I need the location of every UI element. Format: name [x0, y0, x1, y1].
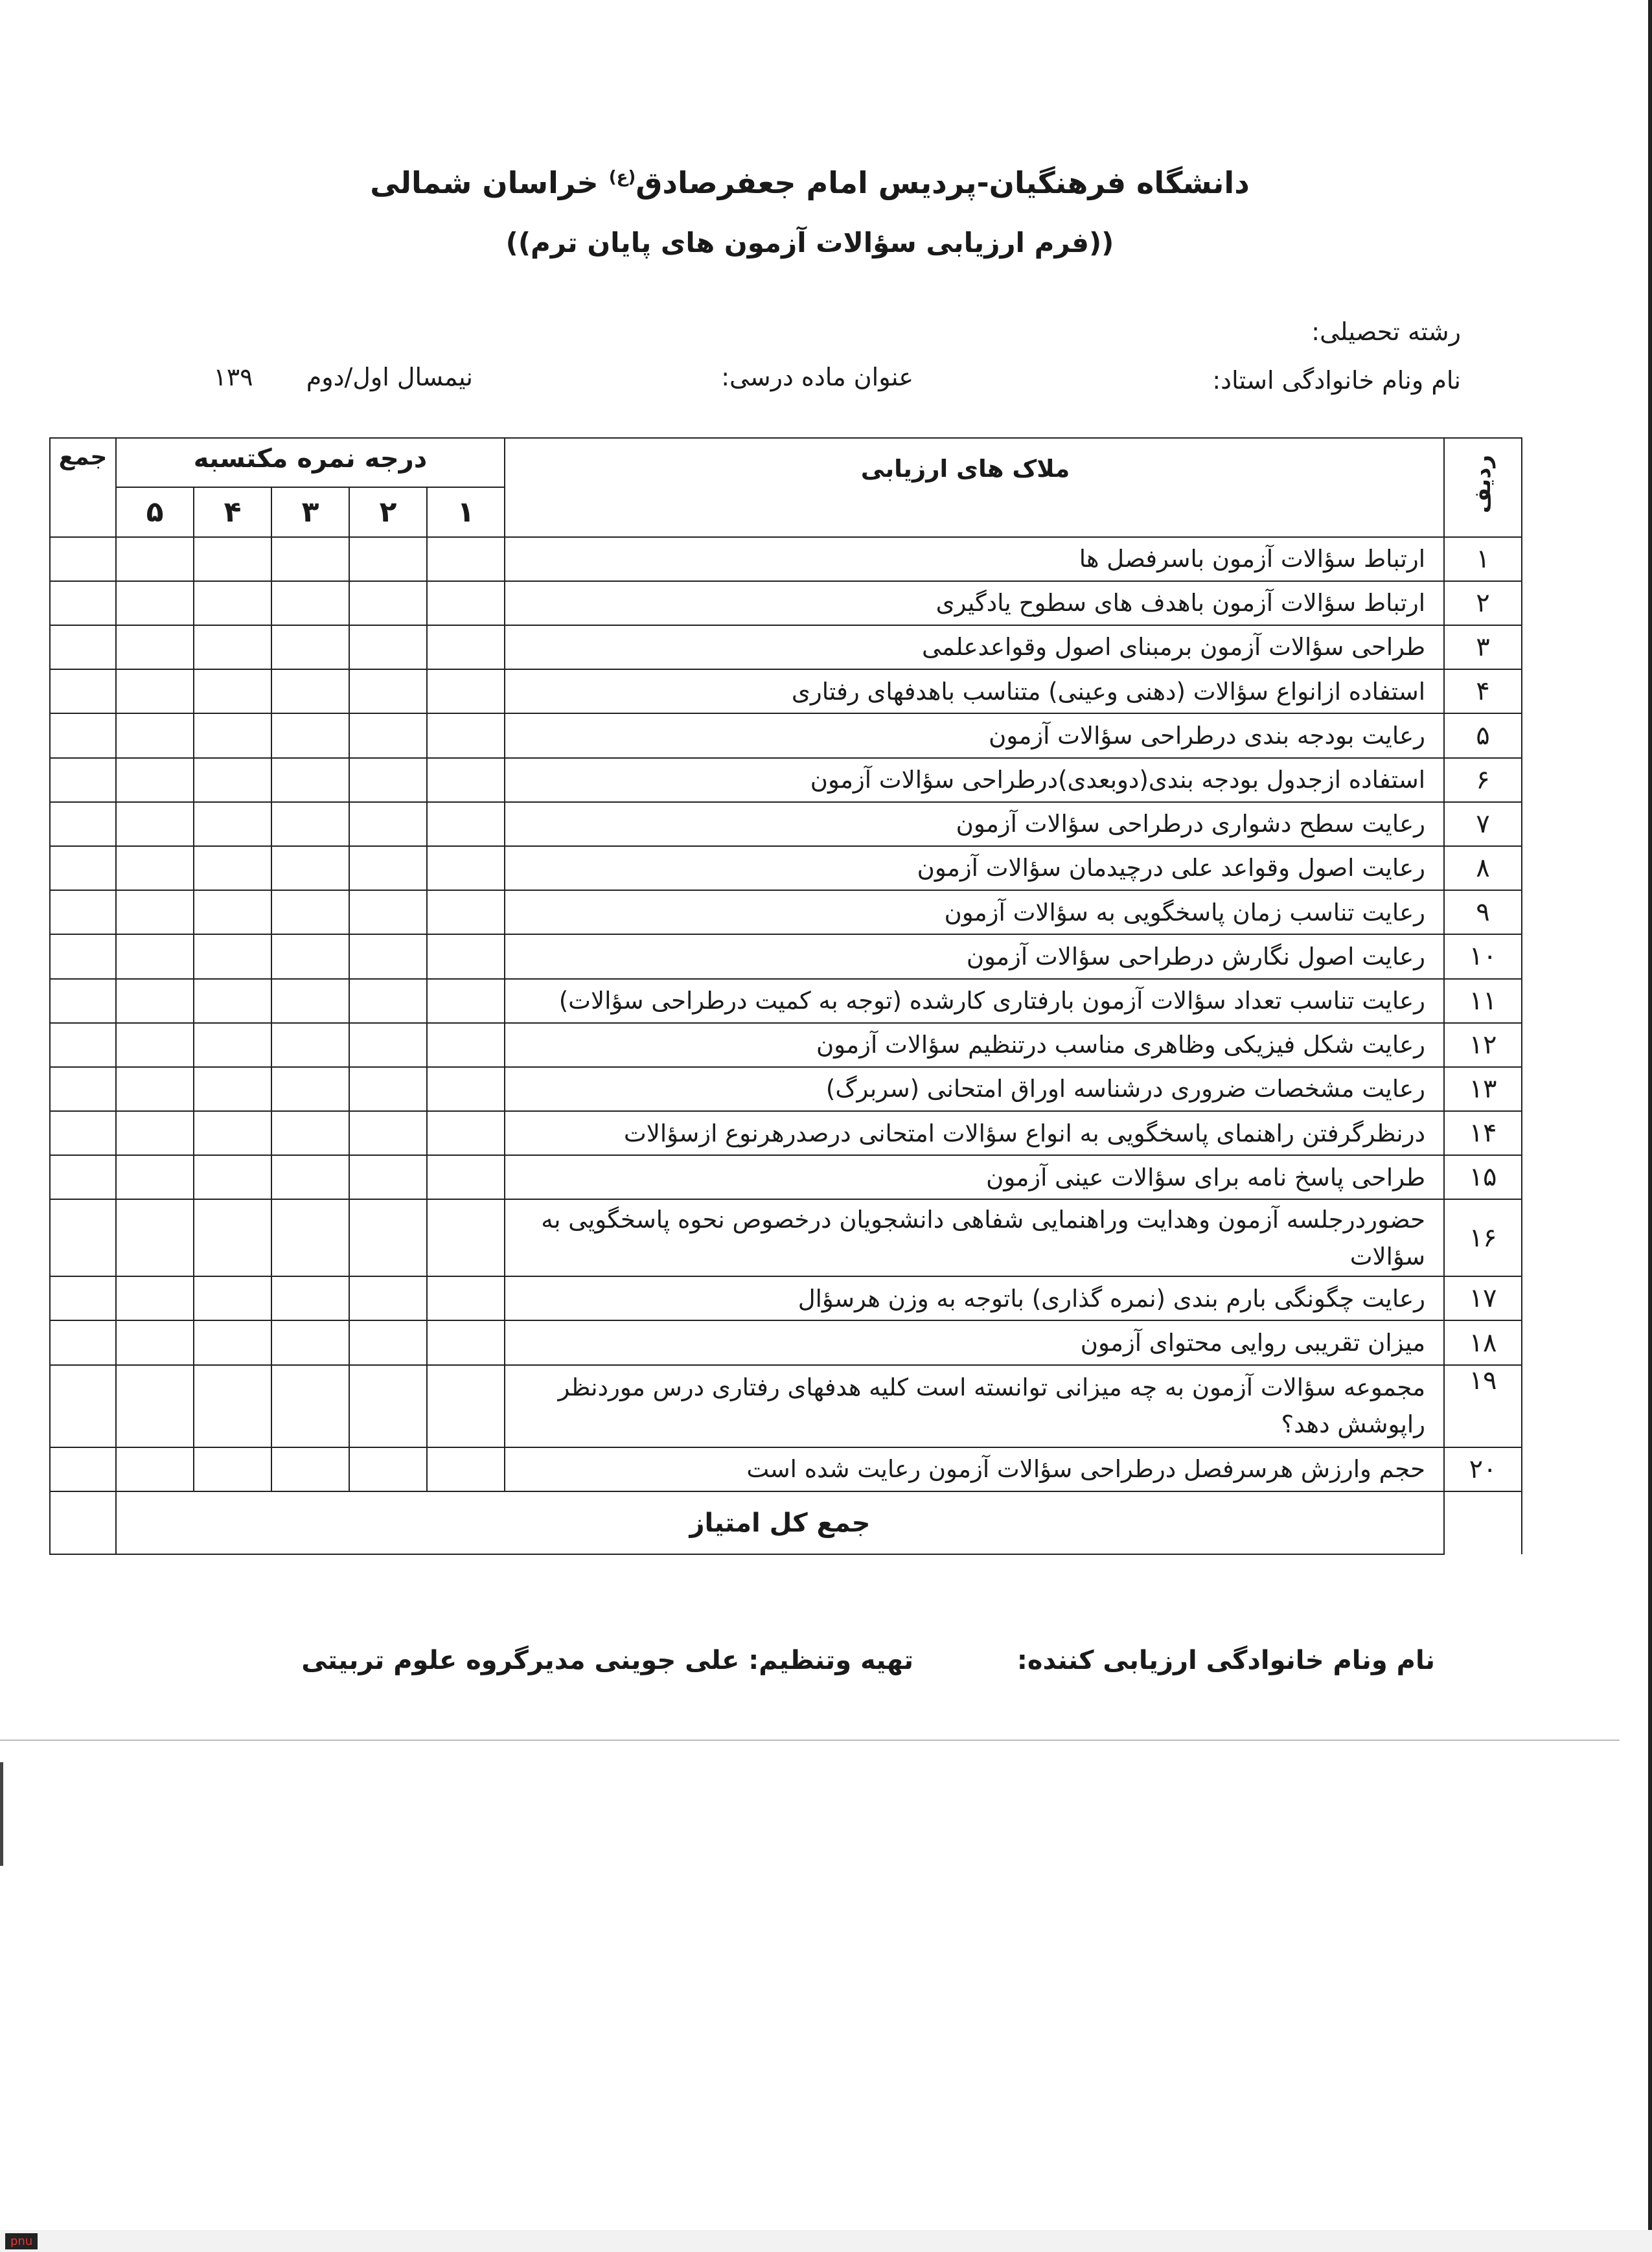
row-sum-cell[interactable]: [50, 1023, 116, 1067]
score-cell-4[interactable]: [194, 625, 271, 669]
score-cell-1[interactable]: [427, 890, 505, 934]
score-cell-3[interactable]: [271, 1447, 349, 1491]
criterion-text: حجم وارزش هرسرفصل درطراحی سؤالات آزمون رعایت شده است: [505, 1447, 1444, 1491]
criteria-header: ملاک های ارزیابی: [505, 438, 1444, 537]
score-cell-4[interactable]: [194, 1320, 271, 1364]
scan-edge-right: [1648, 0, 1652, 2252]
table-row: [50, 1023, 1522, 1067]
row-number: ۵: [1444, 713, 1522, 757]
score-cell-3[interactable]: [271, 1155, 349, 1199]
score-cell-1[interactable]: [427, 1155, 505, 1199]
total-row-blank: [1444, 1491, 1522, 1554]
table-row: [50, 1276, 1522, 1320]
score-cell-1[interactable]: [427, 934, 505, 978]
score-cell-2[interactable]: [349, 802, 427, 846]
score-cell-3[interactable]: [271, 537, 349, 581]
score-cell-1[interactable]: [427, 1199, 505, 1276]
scan-line: [0, 1740, 1620, 1741]
score-cell-4[interactable]: [194, 1155, 271, 1199]
score-cell-5[interactable]: [116, 890, 194, 934]
row-sum-cell[interactable]: [50, 1365, 116, 1447]
row-number: ۱۹: [1444, 1365, 1522, 1447]
criterion-text: استفاده ازجدول بودجه بندی(دوبعدی)درطراحی سؤالات آزمون: [505, 758, 1444, 802]
criterion-text: رعایت اصول نگارش درطراحی سؤالات آزمون: [505, 934, 1444, 978]
semester-label: نیمسال اول/دوم: [306, 363, 473, 391]
criterion-text: طراحی پاسخ نامه برای سؤالات عینی آزمون: [505, 1155, 1444, 1199]
score-cell-1[interactable]: [427, 537, 505, 581]
score-cell-3[interactable]: [271, 669, 349, 713]
criterion-text: مجموعه سؤالات آزمون به چه میزانی توانسته است کلیه هدفهای رفتاری درس موردنظر راپوشش دهد؟: [505, 1365, 1444, 1447]
table-row: [50, 1199, 1522, 1276]
criterion-text: استفاده ازانواع سؤالات (دهنی وعینی) متناسب باهدفهای رفتاری: [505, 669, 1444, 713]
row-number: ۴: [1444, 669, 1522, 713]
row-sum-cell[interactable]: [50, 1276, 116, 1320]
row-number: ۱۵: [1444, 1155, 1522, 1199]
score-cell-5[interactable]: [116, 1199, 194, 1276]
score-cell-4[interactable]: [194, 890, 271, 934]
criterion-text: رعایت شکل فیزیکی وظاهری مناسب درتنظیم سؤالات آزمون: [505, 1023, 1444, 1067]
score-cell-4[interactable]: [194, 1276, 271, 1320]
score-cell-5[interactable]: [116, 1067, 194, 1111]
score-header-4: ۴: [194, 487, 271, 536]
total-score-cell[interactable]: [50, 1491, 116, 1554]
table-row: [50, 1111, 1522, 1155]
score-cell-5[interactable]: [116, 537, 194, 581]
score-cell-3[interactable]: [271, 1320, 349, 1364]
score-cell-4[interactable]: [194, 537, 271, 581]
score-cell-3[interactable]: [271, 979, 349, 1023]
score-cell-5[interactable]: [116, 1111, 194, 1155]
score-cell-2[interactable]: [349, 625, 427, 669]
table-row: [50, 890, 1522, 934]
score-cell-4[interactable]: [194, 1023, 271, 1067]
score-cell-2[interactable]: [349, 537, 427, 581]
score-cell-2[interactable]: [349, 979, 427, 1023]
score-cell-2[interactable]: [349, 581, 427, 625]
row-number: ۷: [1444, 802, 1522, 846]
row-sum-cell[interactable]: [50, 890, 116, 934]
row-number: ۱: [1444, 537, 1522, 581]
score-cell-3[interactable]: [271, 758, 349, 802]
score-cell-5[interactable]: [116, 758, 194, 802]
table-row: [50, 758, 1522, 802]
score-cell-5[interactable]: [116, 1155, 194, 1199]
score-cell-5[interactable]: [116, 979, 194, 1023]
prepared-by: تهیه وتنظیم: علی جوینی مدیرگروه علوم تربیتی: [301, 1646, 913, 1675]
score-cell-2[interactable]: [349, 1447, 427, 1491]
score-cell-3[interactable]: [271, 1111, 349, 1155]
criterion-text: رعایت تناسب تعداد سؤالات آزمون بارفتاری کارشده (توجه به کمیت درطراحی سؤالات): [505, 979, 1444, 1023]
score-cell-5[interactable]: [116, 846, 194, 890]
watermark-badge: pnu: [5, 2233, 38, 2249]
table-header-row: [50, 438, 1522, 487]
score-cell-1[interactable]: [427, 581, 505, 625]
score-cell-4[interactable]: [194, 802, 271, 846]
table-row: [50, 1067, 1522, 1111]
row-number: ۲: [1444, 581, 1522, 625]
row-number: ۱۰: [1444, 934, 1522, 978]
score-cell-2[interactable]: [349, 1067, 427, 1111]
score-cell-4[interactable]: [194, 979, 271, 1023]
score-cell-5[interactable]: [116, 1320, 194, 1364]
criterion-text: رعایت سطح دشواری درطراحی سؤالات آزمون: [505, 802, 1444, 846]
row-sum-cell[interactable]: [50, 1447, 116, 1491]
score-cell-5[interactable]: [116, 713, 194, 757]
row-number: ۳: [1444, 625, 1522, 669]
row-sum-cell[interactable]: [50, 669, 116, 713]
score-cell-2[interactable]: [349, 846, 427, 890]
criterion-text: درنظرگرفتن راهنمای پاسخگویی به انواع سؤالات امتحانی درصدرهرنوع ازسؤالات: [505, 1111, 1444, 1155]
score-cell-1[interactable]: [427, 979, 505, 1023]
row-sum-cell[interactable]: [50, 1111, 116, 1155]
row-sum-cell[interactable]: [50, 934, 116, 978]
score-cell-2[interactable]: [349, 669, 427, 713]
university-name: دانشگاه فرهنگیان-پردیس امام جعفرصادق: [636, 165, 1250, 200]
score-cell-3[interactable]: [271, 802, 349, 846]
row-number: ۱۶: [1444, 1199, 1522, 1276]
score-cell-3[interactable]: [271, 1276, 349, 1320]
score-cell-3[interactable]: [271, 846, 349, 890]
sum-header: جمع: [50, 438, 116, 537]
grade-header: درجه نمره مکتسبه: [116, 438, 505, 487]
table-row: [50, 1365, 1522, 1447]
score-cell-4[interactable]: [194, 1365, 271, 1447]
score-cell-2[interactable]: [349, 1155, 427, 1199]
row-number: ۱۳: [1444, 1067, 1522, 1111]
row-sum-cell[interactable]: [50, 1320, 116, 1364]
score-cell-2[interactable]: [349, 1320, 427, 1364]
criterion-text: رعایت چگونگی بارم بندی (نمره گذاری) باتوجه به وزن هرسؤال: [505, 1276, 1444, 1320]
score-cell-4[interactable]: [194, 1447, 271, 1491]
score-cell-2[interactable]: [349, 1199, 427, 1276]
score-cell-1[interactable]: [427, 1320, 505, 1364]
row-number-header: ردیف: [1444, 438, 1522, 537]
score-cell-1[interactable]: [427, 1023, 505, 1067]
score-cell-3[interactable]: [271, 1365, 349, 1447]
semester-field: [213, 363, 473, 391]
score-cell-4[interactable]: [194, 758, 271, 802]
score-cell-1[interactable]: [427, 846, 505, 890]
score-cell-4[interactable]: [194, 934, 271, 978]
score-header-2: ۲: [349, 487, 427, 536]
criterion-text: ارتباط سؤالات آزمون باسرفصل ها: [505, 537, 1444, 581]
score-cell-3[interactable]: [271, 625, 349, 669]
score-cell-5[interactable]: [116, 1365, 194, 1447]
score-cell-4[interactable]: [194, 581, 271, 625]
score-cell-5[interactable]: [116, 802, 194, 846]
table-row: [50, 1155, 1522, 1199]
row-number: ۱۱: [1444, 979, 1522, 1023]
score-cell-1[interactable]: [427, 713, 505, 757]
criterion-text: رعایت بودجه بندی درطراحی سؤالات آزمون: [505, 713, 1444, 757]
table-row: [50, 934, 1522, 978]
score-cell-5[interactable]: [116, 1276, 194, 1320]
score-cell-3[interactable]: [271, 1023, 349, 1067]
row-sum-cell[interactable]: [50, 802, 116, 846]
score-cell-3[interactable]: [271, 1199, 349, 1276]
score-cell-5[interactable]: [116, 1023, 194, 1067]
row-sum-cell[interactable]: [50, 713, 116, 757]
table-row: [50, 537, 1522, 581]
score-cell-5[interactable]: [116, 934, 194, 978]
criterion-text: رعایت اصول وقواعد علی درچیدمان سؤالات آزمون: [505, 846, 1444, 890]
score-header-3: ۳: [271, 487, 349, 536]
row-number: ۲۰: [1444, 1447, 1522, 1491]
row-sum-cell[interactable]: [50, 537, 116, 581]
evaluator-name-label: نام ونام خانوادگی ارزیابی کننده:: [1016, 1646, 1435, 1675]
score-cell-5[interactable]: [116, 669, 194, 713]
score-cell-4[interactable]: [194, 669, 271, 713]
score-cell-1[interactable]: [427, 1447, 505, 1491]
table-row: [50, 669, 1522, 713]
score-cell-5[interactable]: [116, 581, 194, 625]
form-title: ((فرم ارزیابی سؤالات آزمون های پایان ترم)): [505, 227, 1114, 259]
score-header-5: ۵: [116, 487, 194, 536]
row-number: ۸: [1444, 846, 1522, 890]
scan-footer-strip: [0, 2230, 1652, 2252]
row-number: ۱۲: [1444, 1023, 1522, 1067]
criterion-text: حضوردرجلسه آزمون وهدایت وراهنمایی شفاهی دانشجویان درخصوص نحوه پاسخگویی به سؤالات: [505, 1199, 1444, 1276]
score-cell-1[interactable]: [427, 625, 505, 669]
score-cell-4[interactable]: [194, 1067, 271, 1111]
row-number: ۱۸: [1444, 1320, 1522, 1364]
total-row: [50, 1491, 1522, 1554]
table-row: [50, 713, 1522, 757]
score-cell-2[interactable]: [349, 934, 427, 978]
score-cell-5[interactable]: [116, 625, 194, 669]
score-cell-1[interactable]: [427, 1111, 505, 1155]
score-cell-3[interactable]: [271, 713, 349, 757]
row-sum-cell[interactable]: [50, 1155, 116, 1199]
region-name: خراسان شمالی: [370, 165, 599, 200]
row-sum-cell[interactable]: [50, 846, 116, 890]
score-cell-4[interactable]: [194, 713, 271, 757]
table-row: [50, 1447, 1522, 1491]
teacher-name-label: نام ونام خانوادگی استاد:: [1212, 366, 1461, 395]
row-number: ۱۷: [1444, 1276, 1522, 1320]
score-cell-1[interactable]: [427, 802, 505, 846]
score-cell-1[interactable]: [427, 1067, 505, 1111]
honorific: (ع): [608, 167, 636, 187]
criterion-text: رعایت تناسب زمان پاسخگویی به سؤالات آزمون: [505, 890, 1444, 934]
score-cell-2[interactable]: [349, 1111, 427, 1155]
score-cell-2[interactable]: [349, 1023, 427, 1067]
score-cell-2[interactable]: [349, 713, 427, 757]
row-sum-cell[interactable]: [50, 1199, 116, 1276]
criterion-text: رعایت مشخصات ضروری درشناسه اوراق امتحانی (سربرگ): [505, 1067, 1444, 1111]
score-cell-5[interactable]: [116, 1447, 194, 1491]
table-row: [50, 581, 1522, 625]
row-number: ۹: [1444, 890, 1522, 934]
score-cell-2[interactable]: [349, 890, 427, 934]
table-row: [50, 1320, 1522, 1364]
score-cell-4[interactable]: [194, 1199, 271, 1276]
field-of-study-label: رشته تحصیلی:: [1311, 317, 1461, 346]
score-cell-1[interactable]: [427, 1365, 505, 1447]
score-cell-1[interactable]: [427, 1276, 505, 1320]
total-score-label: جمع کل امتیاز: [116, 1491, 1444, 1554]
criterion-text: میزان تقریبی روایی محتوای آزمون: [505, 1320, 1444, 1364]
score-cell-2[interactable]: [349, 758, 427, 802]
course-title-label: عنوان ماده درسی:: [721, 363, 913, 391]
row-sum-cell[interactable]: [50, 758, 116, 802]
scan-edge-left: [0, 1762, 3, 1866]
row-sum-cell[interactable]: [50, 625, 116, 669]
score-cell-4[interactable]: [194, 1111, 271, 1155]
table-row: [50, 979, 1522, 1023]
score-cell-3[interactable]: [271, 890, 349, 934]
score-cell-2[interactable]: [349, 1365, 427, 1447]
score-header-1: ۱: [427, 487, 505, 536]
score-cell-3[interactable]: [271, 934, 349, 978]
row-sum-cell[interactable]: [50, 979, 116, 1023]
score-cell-1[interactable]: [427, 669, 505, 713]
evaluation-table: [49, 437, 1522, 1555]
criterion-text: طراحی سؤالات آزمون برمبنای اصول وقواعدعلمی: [505, 625, 1444, 669]
score-cell-4[interactable]: [194, 846, 271, 890]
row-number: ۱۴: [1444, 1111, 1522, 1155]
row-sum-cell[interactable]: [50, 1067, 116, 1111]
table-row: [50, 625, 1522, 669]
row-number: ۶: [1444, 758, 1522, 802]
row-sum-cell[interactable]: [50, 581, 116, 625]
semester-year: ۱۳۹: [213, 363, 253, 391]
score-cell-3[interactable]: [271, 581, 349, 625]
score-cell-1[interactable]: [427, 758, 505, 802]
page-title: [324, 165, 1296, 200]
table-row: [50, 802, 1522, 846]
table-row: [50, 846, 1522, 890]
criterion-text: ارتباط سؤالات آزمون باهدف های سطوح یادگیری: [505, 581, 1444, 625]
score-cell-3[interactable]: [271, 1067, 349, 1111]
score-cell-2[interactable]: [349, 1276, 427, 1320]
